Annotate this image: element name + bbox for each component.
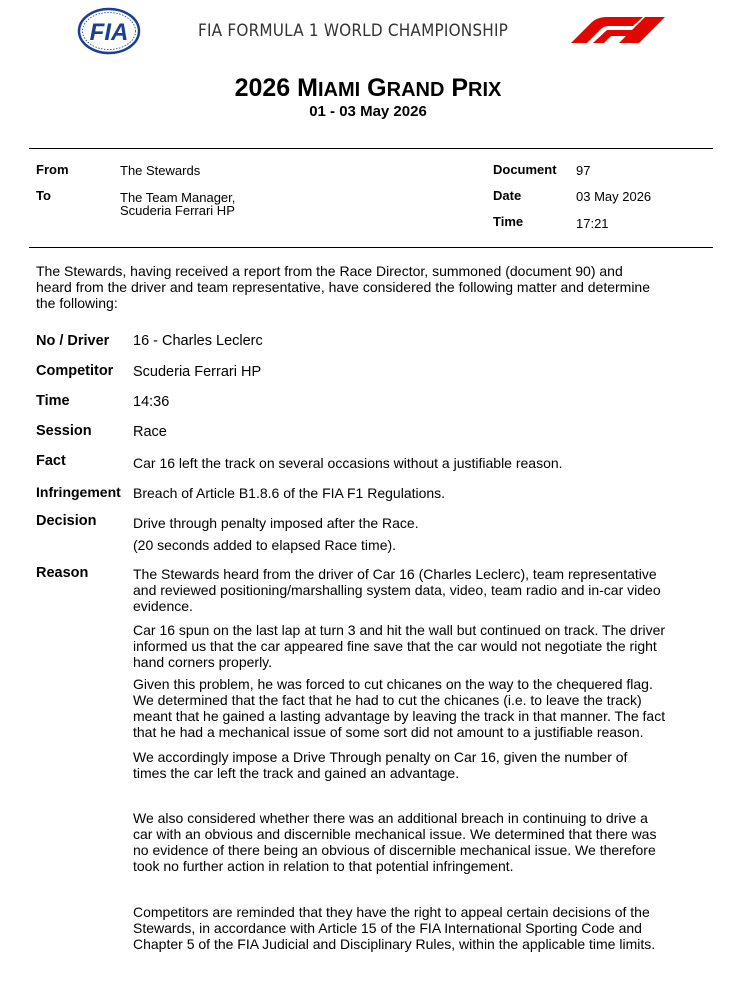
divider-bottom — [29, 247, 713, 248]
infringement-label: Infringement — [36, 484, 121, 500]
document-header — [0, 0, 736, 62]
document-value: 97 — [576, 163, 591, 178]
to-value-line1: The Team Manager, — [120, 190, 236, 205]
to-label: To — [36, 188, 51, 203]
date-value: 03 May 2026 — [576, 189, 652, 204]
decision-value-line1: Drive through penalty imposed after the Race. — [133, 515, 419, 531]
f1-logo — [571, 17, 665, 43]
time-label: Time — [493, 214, 524, 229]
divider-top — [29, 148, 713, 149]
infringement-value: Breach of Article B1.8.6 of the FIA F1 Regulations. — [133, 485, 446, 501]
decision-value-line2: (20 seconds added to elapsed Race time). — [133, 537, 397, 553]
event-dates: 01 - 03 May 2026 — [309, 103, 427, 120]
championship-title: FIA FORMULA 1 WORLD CHAMPIONSHIP — [198, 21, 509, 41]
driver-label: No / Driver — [36, 333, 110, 349]
competitor-value: Scuderia Ferrari HP — [133, 364, 262, 380]
fia-logo — [77, 7, 141, 55]
appeal-notice: Competitors are reminded that they have the right to appeal certain decisions of the Stewards, in accordance with Article 15 of the FIA International Sporting Code and Chapter 5 of the FIA Judicial and Disciplinary Rules, within the applicable time limits. — [133, 904, 656, 952]
reason-paragraph-3: Given this problem, he was forced to cut chicanes on the way to the chequered flag. We determined that the fact that he had to cut the chicanes (i.e. to leave the track) meant that he gained a lasting advantage by leaving the track in that manner. The fact that he had a mechanical issue of some sort did not amount to a justifiable reason. — [133, 676, 666, 740]
reason-label: Reason — [36, 565, 89, 581]
reason-paragraph-2: Car 16 spun on the last lap at turn 3 and hit the wall but continued on track. The driver informed us that the car appeared fine save that the car would not negotiate the right hand corners properly. — [133, 622, 666, 670]
driver-value: 16 - Charles Leclerc — [133, 333, 263, 349]
session-label: Session — [36, 423, 92, 439]
session-value: Race — [133, 424, 167, 440]
competitor-label: Competitor — [36, 363, 114, 379]
time-value: 17:21 — [576, 216, 609, 231]
reason-paragraph-1: The Stewards heard from the driver of Car 16 (Charles Leclerc), team representative and reviewed positioning/marshalling system data, video, team radio and in-car video evidence. — [133, 566, 661, 614]
reason-paragraph-4: We accordingly impose a Drive Through penalty on Car 16, given the number of times the car left the track and gained an advantage. — [133, 749, 628, 781]
to-value-line2: Scuderia Ferrari HP — [120, 203, 235, 218]
time-detail-label: Time — [36, 393, 70, 409]
reason-paragraph-5: We also considered whether there was an additional breach in continuing to drive a car with an obvious and discernible mechanical issue. We determined that there was no evidence of there being an obvious of discernible mechanical issue. We therefore took no further action in relation to that potential infringement. — [133, 810, 657, 874]
fia-logo-text: FIA — [89, 19, 129, 46]
date-label: Date — [493, 188, 522, 203]
document-label: Document — [493, 162, 557, 177]
from-label: From — [36, 162, 69, 177]
from-value: The Stewards — [120, 163, 201, 178]
event-title: 2026 MIAMI GRAND PRIX — [234, 74, 502, 102]
fact-label: Fact — [36, 453, 66, 469]
intro-paragraph: The Stewards, having received a report from the Race Director, summoned (document 90) and heard from the driver and team representative, have considered the following matter and determine the following: — [36, 263, 651, 311]
fact-value: Car 16 left the track on several occasions without a justifiable reason. — [133, 455, 563, 471]
decision-label: Decision — [36, 513, 97, 529]
time-detail-value: 14:36 — [133, 394, 170, 410]
